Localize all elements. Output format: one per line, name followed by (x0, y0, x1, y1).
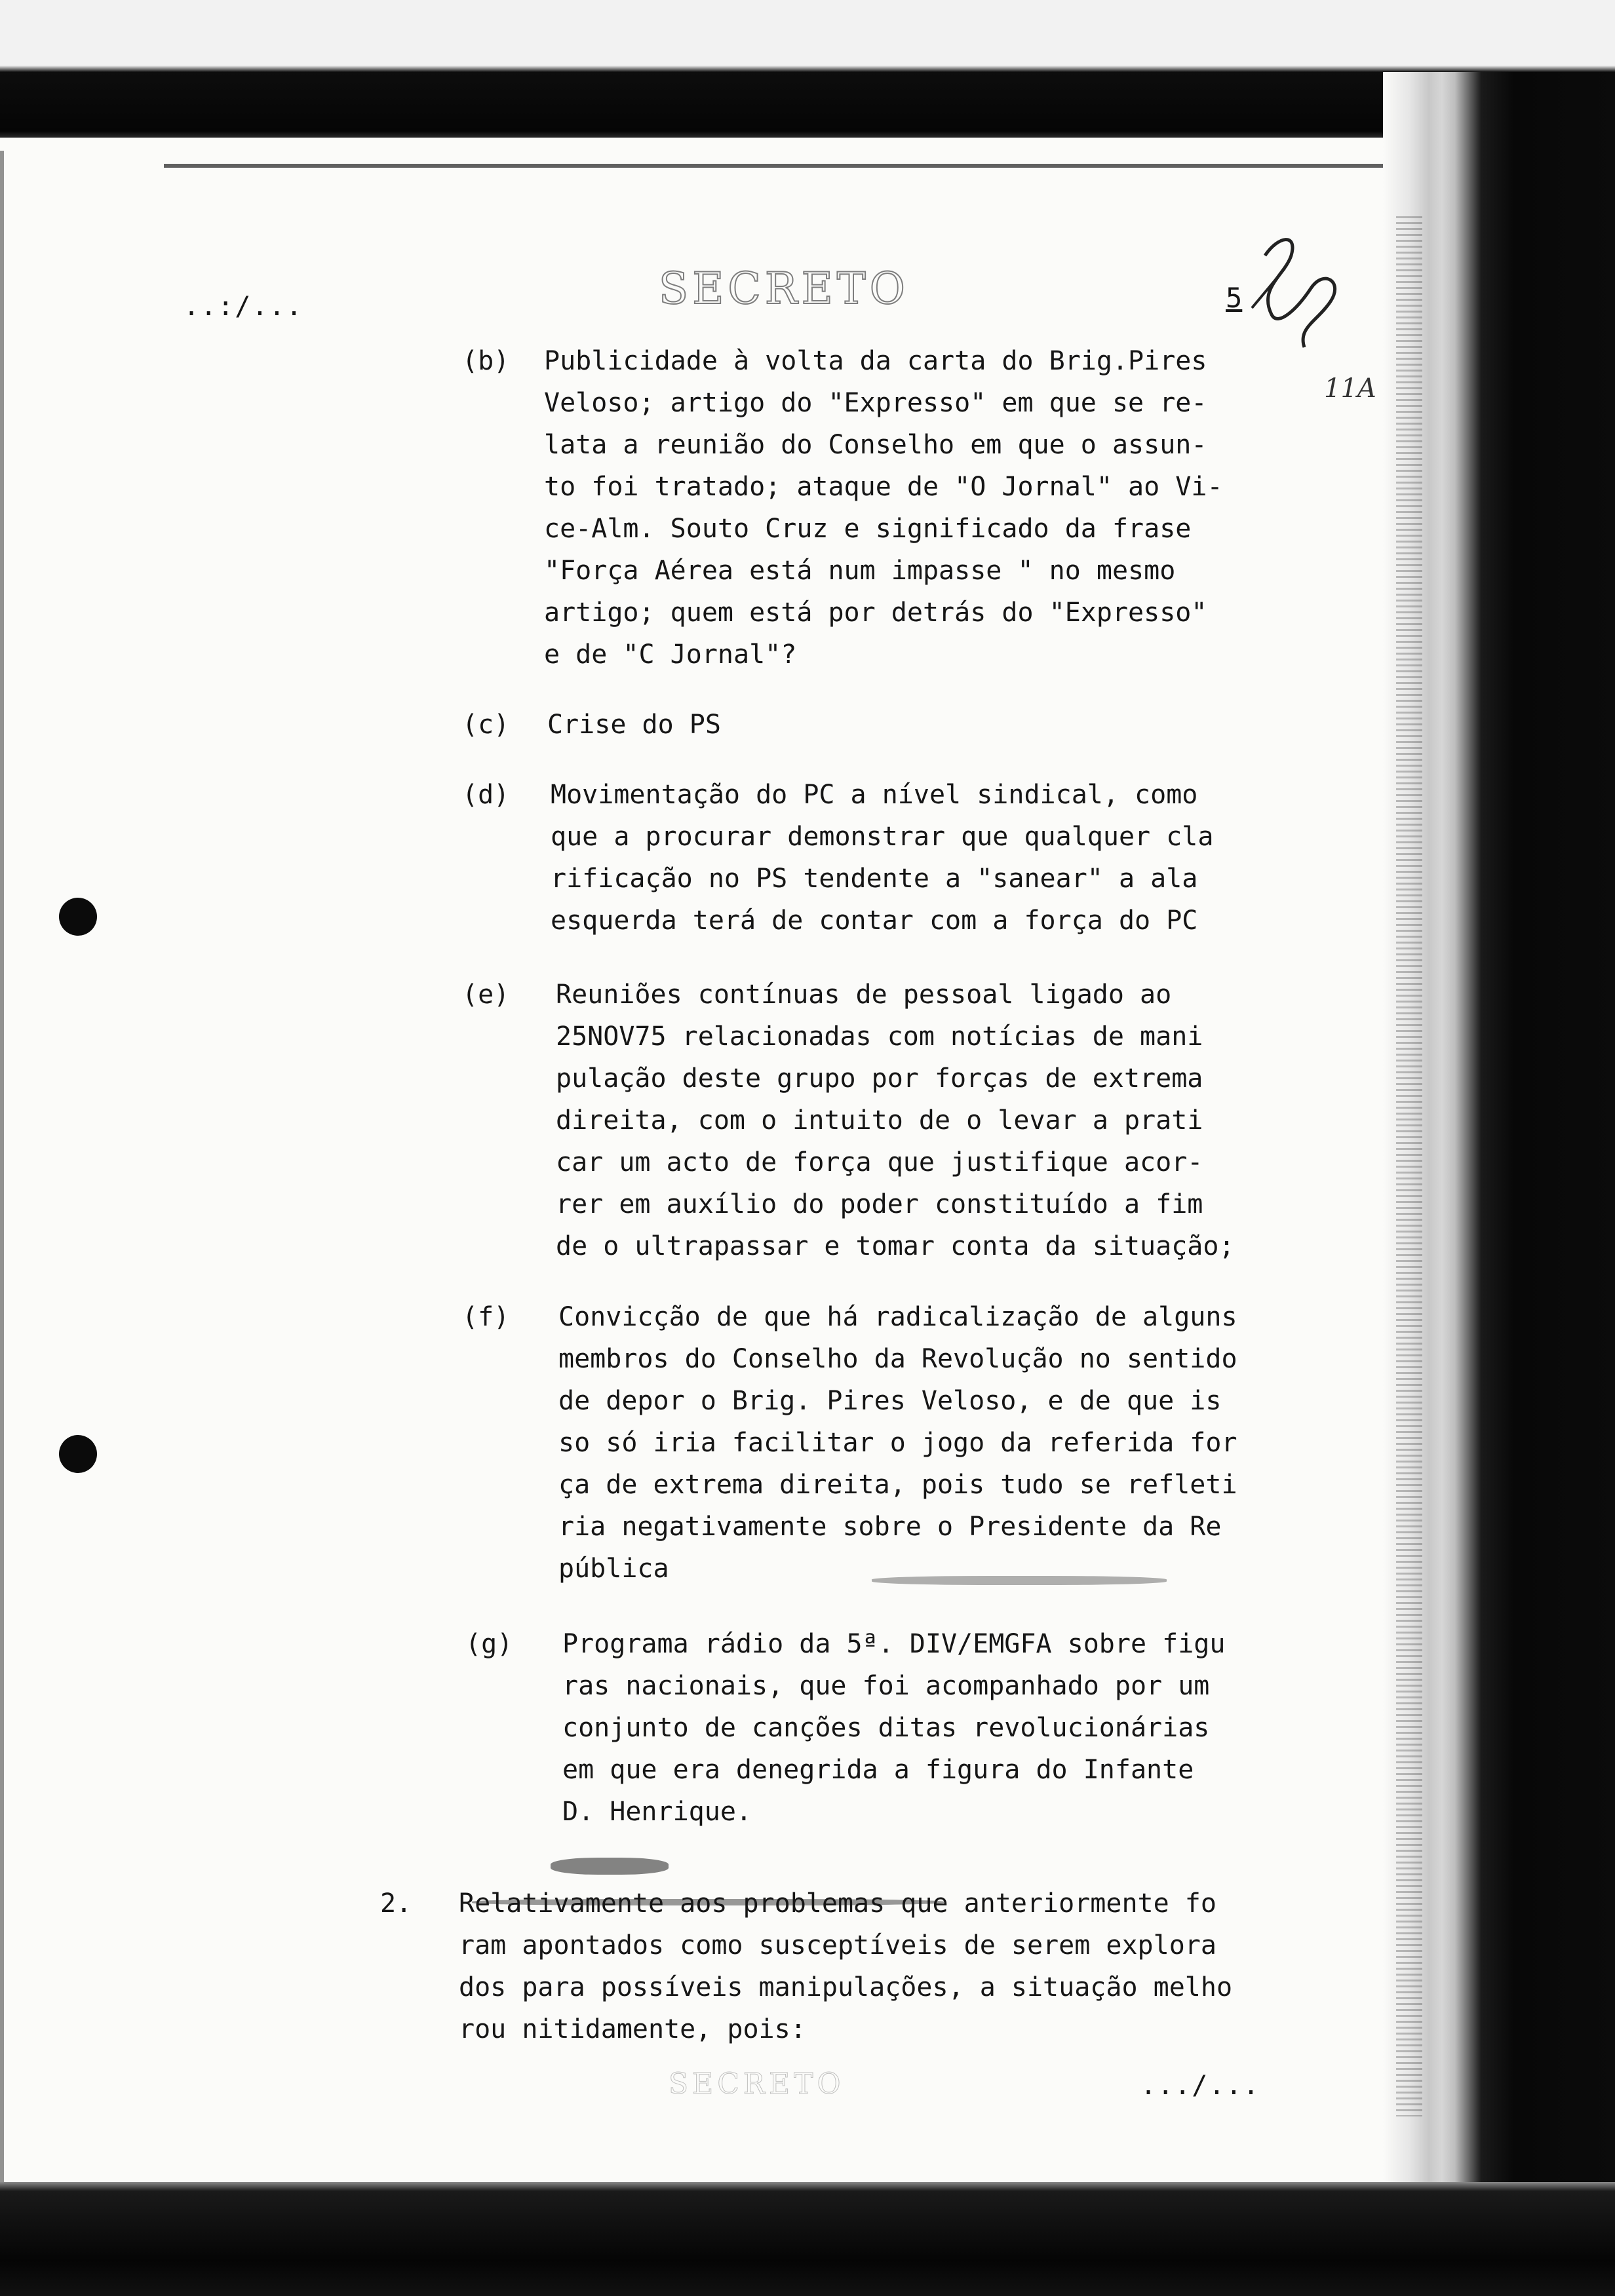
item-e-line: Reuniões contínuas de pessoal ligado ao (556, 980, 1172, 1010)
handwritten-annotation: 11A (1324, 373, 1376, 404)
item-b-line: lata a reunião do Conselho em que o assun- (544, 430, 1207, 460)
item-f-line: so só iria facilitar o jogo da referida for (558, 1428, 1237, 1458)
smudge-mark (872, 1576, 1167, 1585)
item-e-line: direita, com o intuito de o levar a prati (556, 1105, 1203, 1136)
item-c-line: Crise do PS (547, 710, 721, 740)
scan-top-line (164, 164, 1409, 168)
scan-bottom-border (0, 2182, 1615, 2296)
scan-right-texture (1396, 216, 1422, 2116)
item-label-b: (b) (462, 346, 510, 376)
section-number-2: 2. (380, 1888, 412, 1919)
scan-top-border (0, 0, 1615, 138)
item-e-line: car um acto de força que justifique acor- (556, 1147, 1203, 1177)
item-label-g: (g) (465, 1629, 513, 1659)
item-f-line: ça de extrema direita, pois tudo se refleti (558, 1470, 1237, 1500)
classification-header: SECRETO (659, 263, 909, 314)
item-e-line: 25NOV75 relacionadas com notícias de mani (556, 1022, 1203, 1052)
section-2-line: Relativamente aos problemas que anteriormente fo (459, 1888, 1216, 1919)
item-d-line: que a procurar demonstrar que qualquer cla (551, 822, 1214, 852)
item-g-line: em que era denegrida a figura do Infante (562, 1755, 1194, 1785)
item-b-line: Veloso; artigo do "Expresso" em que se re- (544, 388, 1207, 418)
item-f-line: de depor o Brig. Pires Veloso, e de que is (558, 1386, 1222, 1416)
scan-left-edge (0, 151, 4, 2182)
continuation-marker-bottom: .../... (1140, 2071, 1260, 2101)
handwritten-signature (1239, 229, 1350, 367)
item-g-line: ras nacionais, que foi acompanhado por um (562, 1671, 1210, 1701)
item-b-line: e de "C Jornal"? (544, 640, 797, 670)
item-d-line: Movimentação do PC a nível sindical, como (551, 780, 1198, 810)
item-b-line: Publicidade à volta da carta do Brig.Pires (544, 346, 1207, 376)
classification-footer: SECRETO (669, 2067, 845, 2101)
item-g-line: Programa rádio da 5ª. DIV/EMGFA sobre figu (562, 1629, 1226, 1659)
item-label-c: (c) (462, 710, 510, 740)
item-e-line: pulação deste grupo por forças de extrema (556, 1063, 1203, 1094)
item-b-line: artigo; quem está por detrás do "Expresso" (544, 598, 1207, 628)
item-d-line: rificação no PS tendente a "sanear" a ala (551, 864, 1198, 894)
item-b-line: ce-Alm. Souto Cruz e significado da frase (544, 514, 1192, 544)
section-2-line: dos para possíveis manipulações, a situação melho (459, 1972, 1233, 2002)
page-number: 5 (1226, 282, 1243, 314)
item-label-f: (f) (462, 1302, 510, 1332)
item-label-d: (d) (462, 780, 510, 810)
item-f-line: ria negativamente sobre o Presidente da Re (558, 1512, 1222, 1542)
item-b-line: to foi tratado; ataque de "O Jornal" ao Vi- (544, 472, 1223, 502)
section-2-line: rou nitidamente, pois: (459, 2014, 806, 2044)
item-f-line: pública (558, 1554, 669, 1584)
item-e-line: rer em auxílio do poder constituído a fim (556, 1189, 1203, 1219)
item-f-line: membros do Conselho da Revolução no sentido (558, 1344, 1237, 1374)
item-d-line: esquerda terá de contar com a força do PC (551, 906, 1198, 936)
item-g-line: conjunto de canções ditas revolucionárias (562, 1713, 1210, 1743)
item-b-line: "Força Aérea está num impasse " no mesmo (544, 556, 1176, 586)
section-2-line: ram apontados como susceptíveis de serem explora (459, 1930, 1216, 1961)
item-g-line: D. Henrique. (562, 1797, 752, 1827)
item-e-line: de o ultrapassar e tomar conta da situação; (556, 1231, 1235, 1261)
smudge-mark (551, 1858, 669, 1875)
punch-hole-top (59, 898, 97, 936)
continuation-marker-top: ..:/... (184, 292, 303, 322)
item-label-e: (e) (462, 980, 510, 1010)
punch-hole-bottom (59, 1435, 97, 1473)
item-f-line: Convicção de que há radicalização de alguns (558, 1302, 1237, 1332)
